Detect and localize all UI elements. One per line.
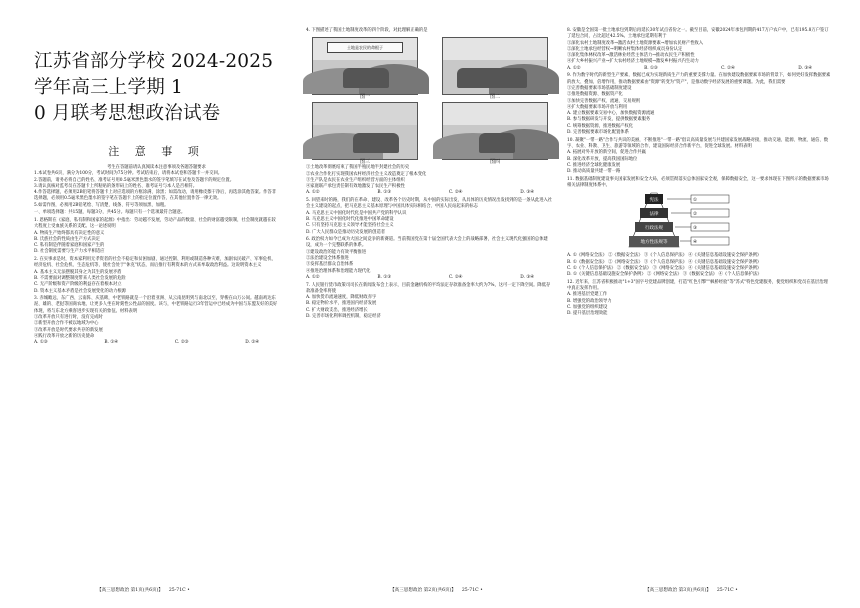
question-stem: 10. 凝聚"一带一路"合作与共识的美丽，不断推进"一带一路"倡议高质量发展与共建国家发展战略对接，推动交通、能源、物流、通信、数字、农业、科教、卫生、旅游等领域的合作，建设国际经济合作新平台，促进全球发展。材料表明: [567, 137, 829, 149]
statement: ①土地改革彻底结束了我国半殖民地半封建社会的历史: [306, 165, 410, 171]
options-row: [306, 190, 554, 196]
option: B. ①③: [644, 65, 658, 71]
question-stem: 4. 下图描述了我国土地制度改革的四个阶段，对此理解正确的是: [306, 28, 428, 33]
column-2: [306, 28, 554, 593]
option: C. 推进经济全球化健康发展: [567, 162, 621, 168]
cartoon-row: [306, 37, 554, 99]
option: D. ①《关键信息基础设施安全保护条例》 ②《网络安全法》 ③《数据安全法》 ④《个人信息保护法》: [567, 272, 762, 278]
cartoon-image: [306, 37, 424, 99]
option: D. ③④: [798, 65, 812, 71]
blank-marker: ①: [693, 198, 698, 204]
pyramid-label: 法律: [649, 212, 659, 218]
option: D. 提升基层治理效能: [567, 311, 608, 317]
question-stem: 6. 政治权力如今已成为大国之间竞争的新赛道。当前我国党在第十届全国代表大会上的战略部署，社会主义现代化强国的总体建设，成为一个完整联系的体系。: [306, 237, 548, 249]
section-heading: 一、单项选择题：共15题，每题3分，共45分。每题只有一个选项最符合题意。: [34, 210, 186, 216]
option: B. 氏族社会的性质由生产方式决定: [34, 236, 101, 242]
option: B. 参与数据研发与开发，提供数据要素服务: [567, 117, 651, 123]
option: D. 完善数据要素市场化配置体系: [567, 130, 629, 136]
notice-item: 2.答题前，请务必将自己的姓名、准考证号用0.5毫米黑色墨水的签字笔填写在试卷及答题卡的规定位置。: [34, 177, 234, 183]
cartoon-image: [306, 102, 424, 164]
pyramid-label: 地方性法规等: [640, 240, 668, 246]
statement: ④推进治理体系和治理能力现代化: [306, 268, 371, 274]
option: D. ③④: [520, 274, 534, 280]
option: C. 只有坚持马克思主义领导才能坚持社会主义: [306, 223, 394, 229]
blank-marker: ③: [693, 226, 698, 232]
option: A. 物质生产始终都具有决定性的意义: [34, 230, 105, 236]
statement: ③深化集体林权改革→激活林业经营主体活力→推动农民生产积极性: [567, 53, 695, 59]
image-caption: 图一: [359, 94, 370, 101]
exam-title: [34, 49, 279, 127]
option: C. ①《个人信息保护法》 ②《数据安全法》 ③《网络安全法》 ④《关键信息基础设施安全保护条例》: [567, 265, 762, 271]
image-caption: 图二: [489, 94, 500, 101]
notice-item: 1.本试卷共6页，满分为100分，考试时间为75分钟。考试结束后，请将本试卷和答题卡一并交回。: [34, 171, 223, 177]
option: B. ①《数据安全法》 ②《网络安全法》 ③《个人信息保护法》 ④《关键信息基础设施安全保护条例》: [567, 259, 762, 265]
cartoon-banner: 土地是农民的命根子: [327, 42, 403, 53]
option: C. ②④: [448, 190, 463, 196]
statement: ①建设政治的能力有效平衡推进: [306, 249, 367, 255]
column-1: [34, 28, 279, 593]
statement: ②新型开放合作不被以地域为中心: [34, 321, 99, 327]
pyramid-label: 宪法: [649, 198, 659, 204]
option: B. 稳定物价水平，推进国内经济发展: [306, 301, 377, 307]
statement: ④践行改革开放之新的历史使命: [34, 333, 95, 339]
question-stem: 5. 回望来时的路，我们的在革命、建设、改革各个历史时期，从中国的实际出发，从具体的历史情况出发找到的是一条从此进入社会主义建设的起点，把马克思主义基本原理与中国具体实际相结合、中国人民站起来的标志: [306, 198, 553, 210]
page-footer: 【高三思想政治 第3页(共6页)】 25-71C •: [645, 588, 738, 593]
option: A. 拓展对外开放的新空间，促进合作共赢: [567, 150, 646, 156]
exam-sheet: [0, 28, 860, 593]
question-stem: 8. 安徽是全国第一批土地承包到期后再延长30年试点省份之一。截至目前，安徽2024年承包到期的417万户农户中，已有195.8万户签订了延包合同，占比超过42.5%。土地承包延期有利于: [567, 28, 829, 40]
option: D. 资本主义基本矛盾是社会发展变化的动力根源: [34, 288, 126, 294]
option: C. 统筹数据资源，推进数据产权化: [567, 123, 634, 129]
option: A. 马克思主义中国化时代化是中国共产党的科学认识: [306, 210, 407, 216]
option: C. 加强党的组织建设: [567, 304, 608, 310]
option: D. ②④: [245, 340, 259, 346]
option: A. ①《网络安全法》 ②《数据安全法》 ③《个人信息保护法》 ④《关键信息基础设施安全保护条例》: [567, 253, 762, 259]
statement: ②农业合作化打实现我国农村经济社会主义改造奠定了根本变化: [306, 171, 427, 177]
option: B. ①④: [104, 340, 118, 346]
question-stem: 3. 赤城瞻远、东广西、云南阵、庆基碑，中老铁路就是一个沿着亚洲、从云南昆明到与南北以至，穿梭在山万公间。越南鸡达东泥、雄的、老挝等国商农地，让更多人坐在时刻性公性品的国度。该与，中老铁路运行3年营运中已经成为中国与东盟友好的美好体现，将与东北方乘客进步实现有关的象征。材料表明: [34, 296, 278, 314]
option: C. ②④: [448, 274, 463, 280]
statement: ①深化农村土地制度改革→激活农村土地资源要素→增加农民财产性收入: [567, 40, 704, 46]
option: B. 不需要面对调整制度带来人类社会发展的危险: [34, 275, 126, 281]
option: D. ③④: [520, 190, 534, 196]
blank-marker: ②: [693, 212, 698, 218]
option: A. 推进基层党建工作: [567, 292, 608, 298]
notice-item: 5.如需作图，必须用2B铅笔绘、写清楚，线条、符号等须加黑、加粗。: [34, 202, 169, 208]
column-3: [567, 28, 832, 593]
option: A. ①②: [567, 65, 581, 71]
statement: ③改革开放是时代要求共存的新发展: [34, 327, 103, 333]
statement: ④扩大乡村振兴产业→扩大农村经济土地规模→激发乡村振兴内生动力: [567, 59, 699, 65]
option: B. ①③: [377, 274, 391, 280]
blank-marker: ④: [693, 240, 698, 246]
statement: ③加快完善数据产权、流通、交易规则: [567, 98, 641, 104]
pyramid-label: 行政法规: [645, 226, 663, 232]
notice-intro: 考生在答题前请认真阅读本注意事项及各题答题要求: [107, 165, 206, 170]
option: C. 扩大财政支出，推进经济增长: [306, 307, 368, 313]
option: D. 完善市场化利率调控机制，稳定经济: [306, 314, 381, 320]
image-caption: 图四: [489, 159, 500, 166]
statement: ②法治建设全体系推进: [306, 256, 349, 262]
notice-heading: 注 意 事 项: [108, 145, 205, 158]
title-line-2: 0 月联考思想政治试卷: [34, 103, 221, 124]
question-stem: 12. 近年来，江苏省积极推动"1+3"国字号党建品牌创建，打造"红色引擎""枫桥经验"等"苏式"特色党建服务，使党组织和党员在基层治理中真正发挥作用。: [567, 279, 828, 292]
page-footer: 【高三思想政治 第1页(共6页)】 25-71C •: [97, 588, 190, 593]
cartoon-image: [436, 102, 554, 164]
title-line-1: 江苏省部分学校 2024-2025 学年高三上学期 1: [34, 51, 274, 98]
options-row: [306, 275, 554, 281]
statement: ④扩大数据要素市场开放与利用: [567, 104, 628, 110]
cartoon-image: [436, 37, 554, 99]
options-row: [34, 340, 279, 346]
option: B. ①③: [377, 190, 391, 196]
question-stem: 2. 在实事求是时，资本家利用无孝资者的社会不稳定和贫困加剧，通过控制、利用或制造各种灾难，加剧农民破产、军事危机、经济危机、社会危机、生态危机等，使社会处于"休克"状态，而后推行有利资本的方式来牟取政治利益。这说明资本主义: [34, 257, 276, 269]
option: D. 广大人民群众是推动历史发展的创造者: [306, 229, 386, 235]
question-stem: 1. 恩格斯在《家庭、私有制和国家的起源》中指出：劳动越不发展，劳动产品的数量、社会的财富越受限制，社会制度就越在较大程度上受血族关系的支配。这一论述说明: [34, 217, 276, 230]
option: C. 私有制是伴随着家庭和国家产生的: [34, 243, 105, 249]
option: C. 无产阶级和资产阶级的利益存在着根本对立: [34, 282, 122, 288]
option: B. 增强党的政治领导力: [567, 298, 612, 304]
statement: ③发挥基层群众自治体系: [306, 262, 354, 268]
option: D. 社会制度需要与生产力水平相适应: [34, 249, 105, 255]
option: A. ①②: [306, 274, 320, 280]
statement: ①完善数据要素市场基础制度建设: [567, 85, 632, 91]
notice-item: 4.作答选择题，必须用2B铅笔将答题卡上对应选项的方框涂满、涂黑；如需改动，请用橡皮擦干净后，再选涂其他答案。作答非选择题，必须用0.5毫米黑色墨水的签字笔在答题卡上的指定位置作答，在其他位置作答一律无效。: [34, 190, 277, 202]
statement: ③生产队是农民在农业生产组织经营方面的主体组织: [306, 177, 405, 183]
option: C. ②④: [721, 65, 735, 71]
option: A. 基本主义无法摆脱其身之为其生的发展矛盾: [34, 269, 122, 275]
statement: ①改革开放只有进行时，没有完成时: [34, 315, 103, 321]
statement: ②深化土地承包经营权→明晰农村集体经济组织成员身份认定: [567, 46, 683, 52]
pyramid-diagram: [623, 191, 832, 249]
option: A. 建立数据要素交易中心，加快数据资源流通: [567, 111, 655, 117]
option: B. 马克思主义中国化时代化推进中国革命建设: [306, 216, 394, 222]
question-stem: 11. 数据基础制度建设事关国家发展和安全大局，必须贯彻落实总体国家安全观，保障数据安全，这一要求体现在下图所示的数据要素市场相关法律制度体系中。: [567, 176, 829, 189]
option: D. 推动高质量共建一带一路: [567, 169, 621, 175]
question-stem: 7. 人民银行货币政策司司长在新闻发布会上表示，目前金融机构的平均法定存款准备金率大约为7%，这可一定下降空间。降低存款准备金率将使: [306, 282, 551, 294]
option: B. 深化改革开放，提高我国国际地位: [567, 156, 638, 162]
option: C. ②③: [174, 340, 189, 346]
statement: ④家庭联产承包责任制有效地激发了农民生产积极性: [306, 184, 405, 190]
option: A. ①③: [34, 340, 48, 346]
option: A. ①②: [306, 190, 320, 196]
option: A. 加快货币流通速度，降低财政赤字: [306, 295, 377, 301]
options-row: [567, 66, 832, 72]
statement: ②推进数据资源、数据资产化: [567, 92, 623, 98]
page-footer: 【高三思想政治 第2页(共6页)】 25-71C •: [390, 588, 483, 593]
notice-item: 3.请认真核对监考员在答题卡上所粘贴的条形码上的姓名、准考证号与本人是否相符。: [34, 183, 198, 189]
pyramid-svg: [623, 191, 763, 249]
question-stem: 9. 作为数字时代的新型生产要素，数据已成为实现新质生产力的重要支撑力量。在加快建设数据要素市场的背景下，如何更好发挥数据要素的放大、叠加、倍增作用，推动数据要素由"资源"转变为"资产"，是推动数字经济发展的重要课题。为此，我们需要: [567, 73, 831, 85]
cartoon-row: [306, 102, 554, 164]
image-caption: 图三: [359, 159, 370, 166]
